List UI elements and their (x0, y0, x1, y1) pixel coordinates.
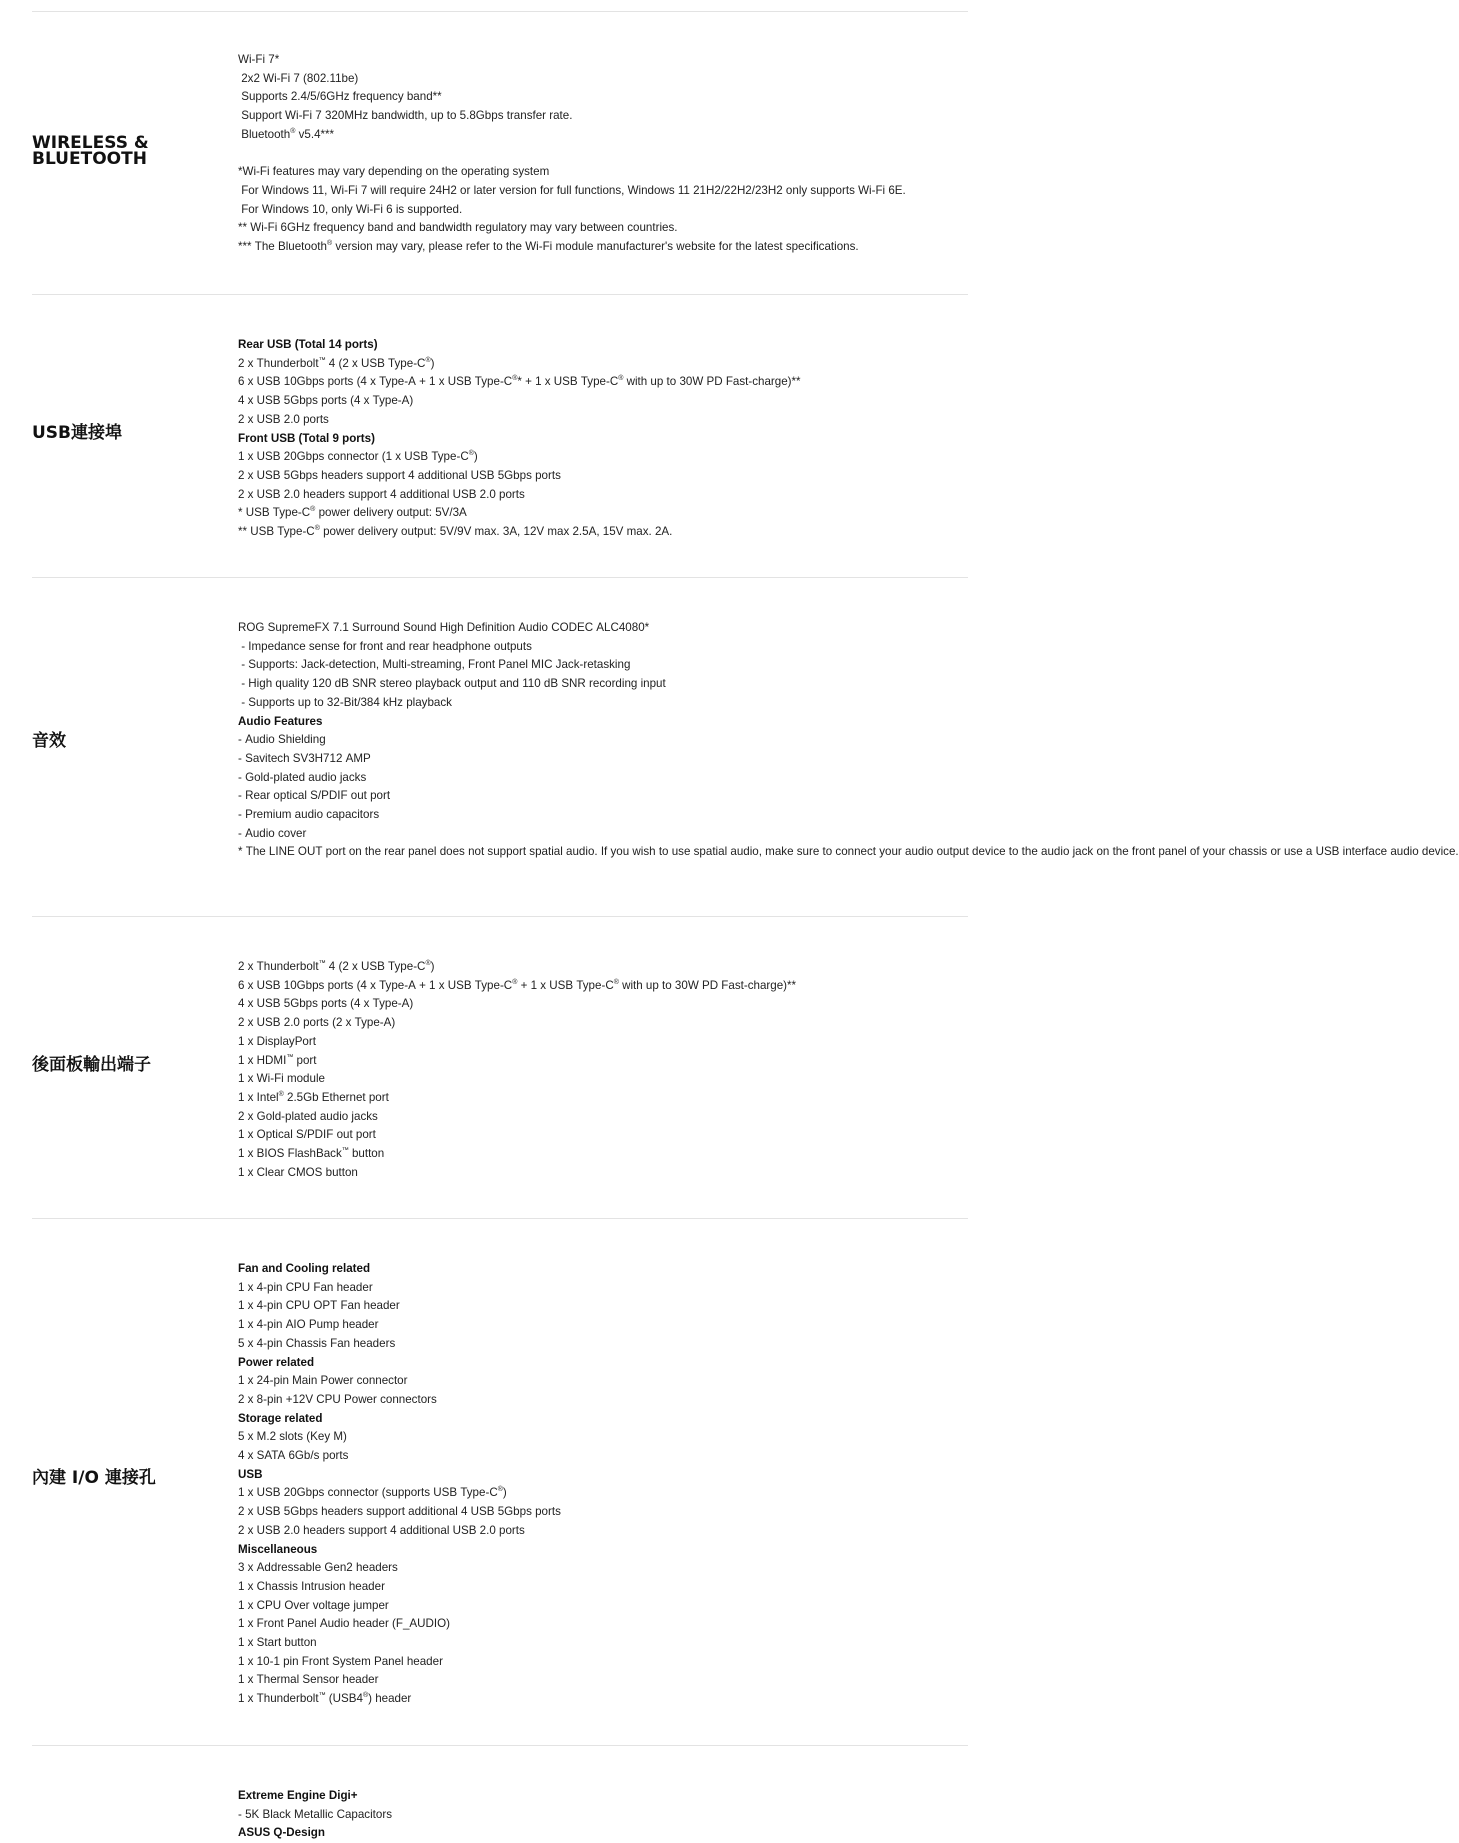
spec-line: 2 x USB 2.0 headers support 4 additional USB 2.0 ports (238, 487, 525, 501)
spec-subheading: Power related (238, 1355, 315, 1369)
spec-line: Supports 2.4/5/6GHz frequency band** (238, 90, 442, 104)
spec-line: 1 x Chassis Intrusion header (238, 1579, 385, 1593)
spec-line: 2 x USB 5Gbps headers support 4 additional USB 5Gbps ports (238, 468, 561, 482)
spec-subheading: Fan and Cooling related (238, 1262, 371, 1275)
spec-line: *Wi-Fi features may vary depending on the operating system (238, 165, 550, 179)
spec-line: - Rear optical S/PDIF out port (238, 789, 391, 803)
spec-line: 1 x Optical S/PDIF out port (238, 1128, 376, 1142)
spec-line: 1 x 4-pin CPU OPT Fan header (238, 1299, 400, 1313)
spec-line: 1 x USB 20Gbps connector (1 x USB Type-C®) (238, 450, 478, 464)
spec-subheading: Storage related (238, 1411, 323, 1425)
spec-line (238, 145, 968, 164)
spec-line: 1 x 10-1 pin Front System Panel header (238, 1654, 443, 1668)
spec-row (32, 1218, 968, 1746)
spec-label: USB連接埠 (32, 423, 123, 443)
spec-content (238, 12, 968, 257)
spec-line: 2 x Thunderbolt™ 4 (2 x USB Type-C®) (238, 356, 435, 370)
spec-line: - Audio Shielding (238, 733, 326, 747)
spec-line: - Supports: Jack-detection, Multi-streaming, Front Panel MIC Jack-retasking (238, 658, 631, 672)
spec-label: WIRELESS & BLUETOOTH (32, 133, 149, 169)
spec-subheading: Extreme Engine Digi+ (238, 1789, 358, 1802)
spec-subheading: Rear USB (Total 14 ports) (238, 338, 378, 351)
spec-line: 2 x USB 2.0 ports (238, 412, 329, 426)
spec-row (32, 916, 968, 1219)
spec-row (32, 294, 968, 578)
spec-line: - Gold-plated audio jacks (238, 770, 367, 784)
spec-line: 1 x BIOS FlashBack™ button (238, 1147, 385, 1161)
spec-line: 2 x 8-pin +12V CPU Power connectors (238, 1392, 437, 1406)
spec-line: For Windows 10, only Wi-Fi 6 is supported. (238, 202, 463, 216)
spec-content (238, 917, 968, 1182)
spec-line: Bluetooth® v5.4*** (238, 127, 335, 141)
spec-line: 1 x DisplayPort (238, 1034, 316, 1048)
spec-line: 1 x Start button (238, 1636, 317, 1650)
spec-line: ** Wi-Fi 6GHz frequency band and bandwidth regulatory may vary between countries. (238, 221, 678, 235)
spec-content (238, 578, 1459, 862)
spec-line: - 5K Black Metallic Capacitors (238, 1807, 392, 1821)
spec-subheading: USB (238, 1467, 263, 1481)
spec-line: 1 x USB 20Gbps connector (supports USB Type-C®) (238, 1486, 507, 1500)
spec-subheading: Front USB (Total 9 ports) (238, 431, 375, 445)
spec-subheading: Miscellaneous (238, 1542, 318, 1556)
spec-row (32, 577, 1459, 917)
spec-line: * USB Type-C® power delivery output: 5V/3A (238, 506, 467, 520)
spec-line: 2 x Gold-plated audio jacks (238, 1109, 378, 1123)
spec-line: ROG SupremeFX 7.1 Surround Sound High Definition Audio CODEC ALC4080* (238, 621, 650, 634)
spec-line: 1 x Thermal Sensor header (238, 1673, 379, 1687)
spec-line: 1 x Thunderbolt™ (USB4®) header (238, 1692, 412, 1706)
spec-line: 4 x USB 5Gbps ports (4 x Type-A) (238, 997, 414, 1011)
spec-row (32, 1745, 968, 1840)
spec-line: 5 x M.2 slots (Key M) (238, 1430, 347, 1444)
spec-line: - Audio cover (238, 826, 307, 840)
spec-line: 1 x Intel® 2.5Gb Ethernet port (238, 1090, 389, 1104)
spec-line: ** USB Type-C® power delivery output: 5V/9V max. 3A, 12V max 2.5A, 15V max. 2A. (238, 525, 673, 539)
spec-line: 4 x SATA 6Gb/s ports (238, 1449, 349, 1463)
spec-line: - High quality 120 dB SNR stereo playback output and 110 dB SNR recording input (238, 677, 666, 691)
spec-line: - Savitech SV3H712 AMP (238, 751, 371, 765)
spec-line: 2 x USB 2.0 ports (2 x Type-A) (238, 1016, 396, 1030)
spec-line: 1 x HDMI™ port (238, 1053, 317, 1067)
spec-line: Support Wi-Fi 7 320MHz bandwidth, up to 5.8Gbps transfer rate. (238, 109, 573, 123)
spec-line: 1 x Front Panel Audio header (F_AUDIO) (238, 1617, 451, 1631)
spec-line: 2 x USB 5Gbps headers support additional 4 USB 5Gbps ports (238, 1505, 561, 1519)
spec-line: 1 x 4-pin CPU Fan header (238, 1280, 373, 1294)
spec-label: 內建 I/O 連接孔 (32, 1468, 156, 1488)
spec-label: 後面板輸出端子 (32, 1055, 151, 1075)
spec-line: 1 x CPU Over voltage jumper (238, 1598, 389, 1612)
spec-line: - Impedance sense for front and rear headphone outputs (238, 639, 532, 653)
spec-subheading: ASUS Q-Design (238, 1826, 325, 1840)
spec-line: 2 x Thunderbolt™ 4 (2 x USB Type-C®) (238, 960, 435, 973)
spec-line: 1 x Wi-Fi module (238, 1072, 325, 1086)
spec-line: 2x2 Wi-Fi 7 (802.11be) (238, 71, 359, 85)
spec-line: 1 x 4-pin AIO Pump header (238, 1318, 379, 1332)
spec-line: *** The Bluetooth® version may vary, please refer to the Wi-Fi module manufacturer's website for the latest specifications. (238, 240, 859, 254)
spec-label: 音效 (32, 731, 66, 751)
spec-subheading: Audio Features (238, 714, 323, 728)
spec-line: * The LINE OUT port on the rear panel does not support spatial audio. If you wish to use spatial audio, make sure to connect your audio output device to the audio jack on the front panel of your chassis or use a USB interface audio device. (238, 845, 1459, 859)
spec-line: Wi-Fi 7* (238, 53, 280, 66)
spec-line: - Supports up to 32-Bit/384 kHz playback (238, 695, 452, 709)
spec-line: 1 x 24-pin Main Power connector (238, 1374, 408, 1388)
spec-line: For Windows 11, Wi-Fi 7 will require 24H2 or later version for full functions, Windows 11 21H2/22H2/23H2 only supports Wi-Fi 6E. (238, 183, 906, 197)
spec-line: 6 x USB 10Gbps ports (4 x Type-A + 1 x USB Type-C®* + 1 x USB Type-C® with up to 30W PD Fast-charge)** (238, 375, 801, 389)
spec-line: - Premium audio capacitors (238, 808, 380, 822)
spec-line: 1 x Clear CMOS button (238, 1165, 358, 1179)
spec-line: 5 x 4-pin Chassis Fan headers (238, 1336, 396, 1350)
spec-content (238, 1219, 968, 1709)
spec-row (32, 11, 968, 295)
spec-line: 3 x Addressable Gen2 headers (238, 1561, 398, 1575)
spec-content (238, 1746, 968, 1843)
spec-line: 2 x USB 2.0 headers support 4 additional USB 2.0 ports (238, 1523, 525, 1537)
spec-line: 6 x USB 10Gbps ports (4 x Type-A + 1 x USB Type-C® + 1 x USB Type-C® with up to 30W PD Fast-charge)** (238, 978, 797, 992)
spec-content (238, 295, 968, 542)
spec-line: 4 x USB 5Gbps ports (4 x Type-A) (238, 394, 414, 408)
